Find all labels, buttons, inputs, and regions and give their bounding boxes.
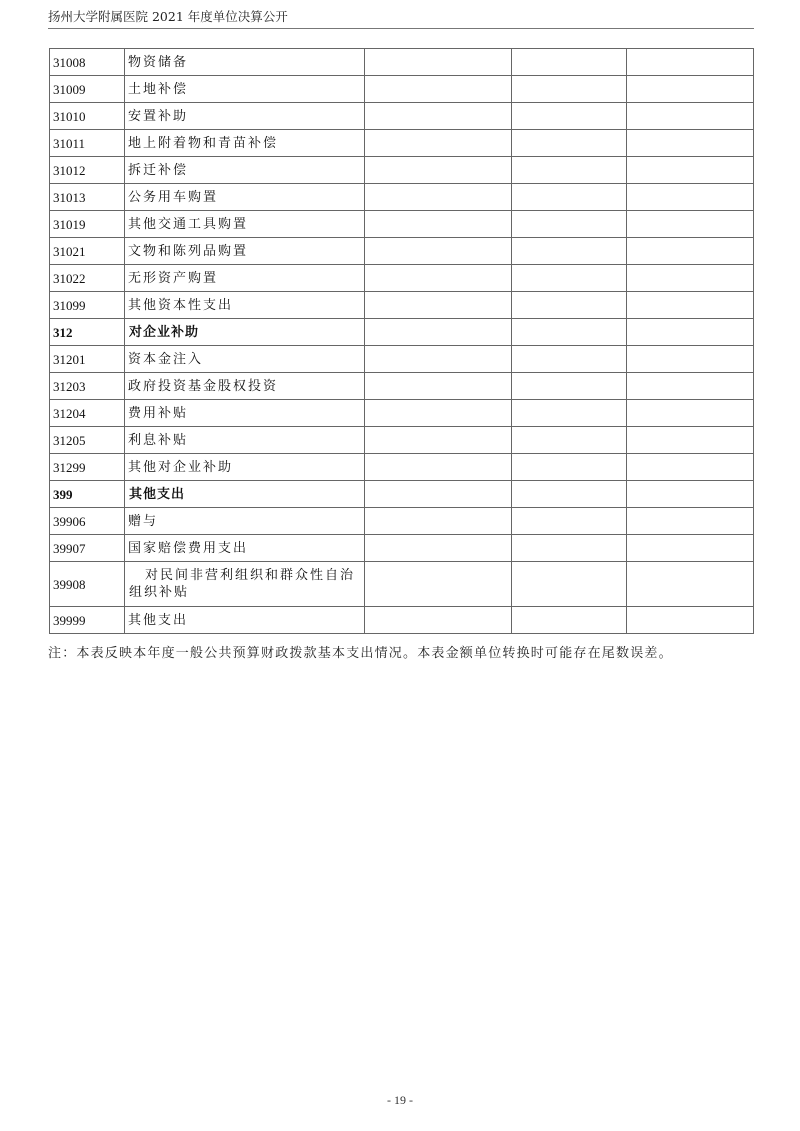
- subject-code: 31203: [50, 373, 125, 400]
- amount-cell: [365, 292, 512, 319]
- amount-cell: [512, 265, 627, 292]
- table-row: [50, 184, 754, 211]
- subject-name: 费用补贴: [125, 400, 365, 427]
- table-note: 注：本表反映本年度一般公共预算财政拨款基本支出情况。本表金额单位转换时可能存在尾数误差。: [48, 646, 673, 661]
- table-row: [50, 130, 754, 157]
- subject-name: 赠与: [125, 508, 365, 535]
- subject-code: 39906: [50, 508, 125, 535]
- amount-cell: [512, 157, 627, 184]
- subject-name: 利息补贴: [125, 427, 365, 454]
- amount-cell: [365, 184, 512, 211]
- amount-cell: [627, 265, 754, 292]
- amount-cell: [627, 373, 754, 400]
- amount-cell: [365, 49, 512, 76]
- expenditure-table: [49, 48, 754, 634]
- amount-cell: [627, 562, 754, 607]
- subject-code: 31099: [50, 292, 125, 319]
- subject-name: 其他交通工具购置: [125, 211, 365, 238]
- amount-cell: [512, 508, 627, 535]
- amount-cell: [365, 265, 512, 292]
- amount-cell: [512, 130, 627, 157]
- subject-name: 地上附着物和青苗补偿: [125, 130, 365, 157]
- table-row: [50, 400, 754, 427]
- amount-cell: [627, 400, 754, 427]
- amount-cell: [627, 535, 754, 562]
- table-row: [50, 265, 754, 292]
- table-row: [50, 292, 754, 319]
- amount-cell: [365, 103, 512, 130]
- subject-code: 31008: [50, 49, 125, 76]
- amount-cell: [365, 346, 512, 373]
- amount-cell: [365, 211, 512, 238]
- table-row: [50, 562, 754, 607]
- category-row: [50, 481, 754, 508]
- amount-cell: [627, 481, 754, 508]
- subject-code: 31299: [50, 454, 125, 481]
- table-row: [50, 49, 754, 76]
- amount-cell: [512, 238, 627, 265]
- amount-cell: [365, 535, 512, 562]
- amount-cell: [627, 346, 754, 373]
- subject-name: 土地补偿: [125, 76, 365, 103]
- amount-cell: [365, 481, 512, 508]
- table-row: [50, 211, 754, 238]
- subject-code: 31010: [50, 103, 125, 130]
- amount-cell: [627, 427, 754, 454]
- amount-cell: [365, 238, 512, 265]
- subject-name: 其他对企业补助: [125, 454, 365, 481]
- amount-cell: [365, 373, 512, 400]
- amount-cell: [365, 157, 512, 184]
- amount-cell: [512, 292, 627, 319]
- subject-code: 399: [50, 481, 125, 508]
- subject-name: 文物和陈列品购置: [125, 238, 365, 265]
- amount-cell: [512, 319, 627, 346]
- table-row: [50, 508, 754, 535]
- page-number: - 19 -: [387, 1093, 413, 1107]
- subject-name: 对企业补助: [125, 319, 365, 346]
- subject-code: 39907: [50, 535, 125, 562]
- amount-cell: [627, 49, 754, 76]
- subject-code: 31019: [50, 211, 125, 238]
- amount-cell: [512, 400, 627, 427]
- amount-cell: [512, 427, 627, 454]
- subject-name: 政府投资基金股权投资: [125, 373, 365, 400]
- subject-name: 拆迁补偿: [125, 157, 365, 184]
- amount-cell: [627, 454, 754, 481]
- amount-cell: [365, 319, 512, 346]
- table-row: [50, 427, 754, 454]
- amount-cell: [512, 76, 627, 103]
- category-row: [50, 319, 754, 346]
- amount-cell: [627, 238, 754, 265]
- amount-cell: [365, 130, 512, 157]
- subject-name: 资本金注入: [125, 346, 365, 373]
- table-row: [50, 607, 754, 634]
- amount-cell: [627, 607, 754, 634]
- subject-code: 312: [50, 319, 125, 346]
- subject-code: 39999: [50, 607, 125, 634]
- amount-cell: [365, 400, 512, 427]
- subject-name: 对民间非营利组织和群众性自治组织补贴: [125, 562, 365, 607]
- amount-cell: [627, 508, 754, 535]
- amount-cell: [512, 49, 627, 76]
- amount-cell: [512, 562, 627, 607]
- document-title: 扬州大学附属医院 2021 年度单位决算公开: [48, 9, 288, 24]
- subject-name: 其他资本性支出: [125, 292, 365, 319]
- subject-code: 31011: [50, 130, 125, 157]
- amount-cell: [512, 184, 627, 211]
- amount-cell: [365, 508, 512, 535]
- subject-code: 39908: [50, 562, 125, 607]
- table-row: [50, 454, 754, 481]
- subject-name: 其他支出: [125, 481, 365, 508]
- subject-code: 31021: [50, 238, 125, 265]
- amount-cell: [365, 427, 512, 454]
- table-row: [50, 373, 754, 400]
- amount-cell: [627, 103, 754, 130]
- amount-cell: [365, 454, 512, 481]
- amount-cell: [512, 454, 627, 481]
- subject-name: 国家赔偿费用支出: [125, 535, 365, 562]
- amount-cell: [365, 76, 512, 103]
- subject-code: 31013: [50, 184, 125, 211]
- table-row: [50, 238, 754, 265]
- amount-cell: [627, 184, 754, 211]
- table-row: [50, 535, 754, 562]
- amount-cell: [627, 211, 754, 238]
- amount-cell: [512, 211, 627, 238]
- amount-cell: [512, 481, 627, 508]
- amount-cell: [627, 292, 754, 319]
- table-row: [50, 346, 754, 373]
- amount-cell: [365, 607, 512, 634]
- subject-code: 31012: [50, 157, 125, 184]
- table-row: [50, 103, 754, 130]
- amount-cell: [365, 562, 512, 607]
- subject-code: 31205: [50, 427, 125, 454]
- subject-name: 其他支出: [125, 607, 365, 634]
- subject-code: 31204: [50, 400, 125, 427]
- subject-name: 无形资产购置: [125, 265, 365, 292]
- table-row: [50, 76, 754, 103]
- subject-name: 物资储备: [125, 49, 365, 76]
- amount-cell: [512, 103, 627, 130]
- amount-cell: [512, 535, 627, 562]
- table-row: [50, 157, 754, 184]
- amount-cell: [627, 76, 754, 103]
- subject-name: 安置补助: [125, 103, 365, 130]
- amount-cell: [512, 607, 627, 634]
- subject-code: 31022: [50, 265, 125, 292]
- amount-cell: [512, 373, 627, 400]
- subject-code: 31201: [50, 346, 125, 373]
- subject-name: 公务用车购置: [125, 184, 365, 211]
- amount-cell: [627, 130, 754, 157]
- amount-cell: [627, 157, 754, 184]
- document-header: [48, 8, 754, 29]
- amount-cell: [512, 346, 627, 373]
- amount-cell: [627, 319, 754, 346]
- subject-code: 31009: [50, 76, 125, 103]
